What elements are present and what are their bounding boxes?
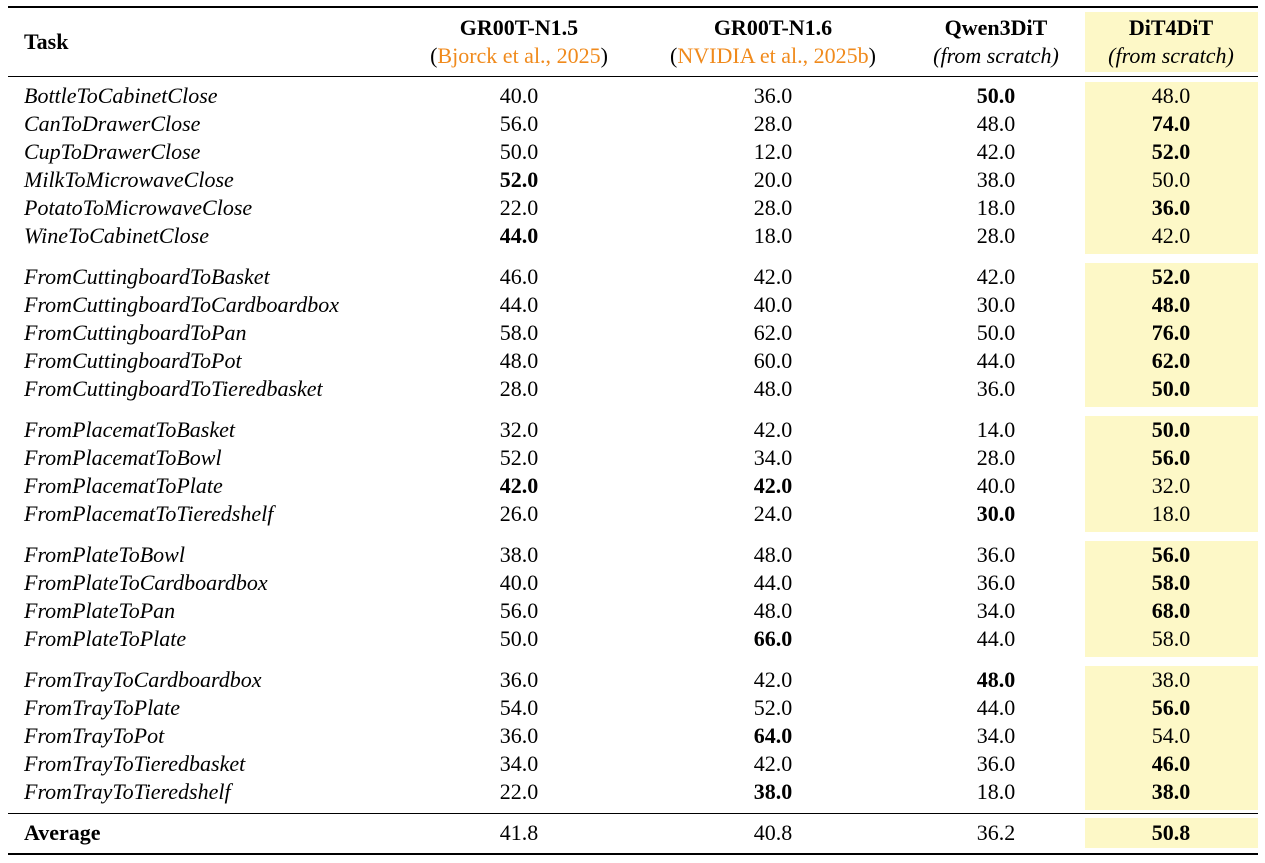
column-header-gr00t-n16 bbox=[670, 14, 876, 70]
score-cell: 52.0 bbox=[1151, 139, 1191, 164]
task-name: FromPlateToCardboardbox bbox=[24, 570, 268, 595]
score-cell: 34.0 bbox=[499, 751, 539, 776]
score-cell: 18.0 bbox=[753, 223, 793, 248]
score-cell: 52.0 bbox=[1151, 264, 1191, 289]
score-cell: 38.0 bbox=[499, 542, 539, 567]
score-cell: 40.0 bbox=[499, 83, 539, 108]
column-citation: (Bjorck et al., 2025) bbox=[430, 43, 608, 68]
average-rule bbox=[8, 813, 1258, 814]
score-cell: 56.0 bbox=[1151, 542, 1191, 567]
task-name: PotatoToMicrowaveClose bbox=[24, 195, 253, 220]
task-name: FromTrayToTieredbasket bbox=[24, 751, 246, 776]
score-cell: 76.0 bbox=[1151, 320, 1191, 345]
score-cell: 50.0 bbox=[976, 320, 1016, 345]
score-cell: 32.0 bbox=[499, 417, 539, 442]
score-cell: 44.0 bbox=[499, 223, 539, 248]
score-cell: 52.0 bbox=[499, 167, 539, 192]
score-cell: 42.0 bbox=[753, 264, 793, 289]
task-name: FromTrayToCardboardbox bbox=[24, 667, 262, 692]
score-cell: 42.0 bbox=[753, 751, 793, 776]
score-cell: 28.0 bbox=[976, 223, 1016, 248]
score-cell: 28.0 bbox=[753, 111, 793, 136]
score-cell: 38.0 bbox=[976, 167, 1016, 192]
score-cell: 50.0 bbox=[499, 626, 539, 651]
task-name: FromTrayToPlate bbox=[24, 695, 181, 720]
task-name: FromCuttingboardToCardboardbox bbox=[24, 292, 339, 317]
column-name: Qwen3DiT bbox=[944, 15, 1048, 40]
score-cell: 46.0 bbox=[1151, 751, 1191, 776]
score-cell: 44.0 bbox=[499, 292, 539, 317]
score-cell: 58.0 bbox=[499, 320, 539, 345]
score-cell: 68.0 bbox=[1151, 598, 1191, 623]
task-name: MilkToMicrowaveClose bbox=[24, 167, 234, 192]
task-name: FromPlateToBowl bbox=[24, 542, 185, 567]
score-cell: 50.0 bbox=[976, 83, 1016, 108]
task-name: FromCuttingboardToBasket bbox=[24, 264, 270, 289]
score-cell: 36.0 bbox=[976, 570, 1016, 595]
task-name: FromPlacematToPlate bbox=[24, 473, 223, 498]
column-subtitle: (from scratch) bbox=[1108, 43, 1234, 68]
average-score-cell: 36.2 bbox=[976, 820, 1016, 845]
score-cell: 42.0 bbox=[753, 473, 793, 498]
score-cell: 42.0 bbox=[976, 139, 1016, 164]
column-header-dit4dit bbox=[1108, 14, 1234, 70]
average-score-cell: 40.8 bbox=[753, 820, 793, 845]
score-cell: 48.0 bbox=[753, 598, 793, 623]
score-cell: 42.0 bbox=[753, 667, 793, 692]
task-name: CanToDrawerClose bbox=[24, 111, 201, 136]
citation-year-link[interactable]: 2025 bbox=[556, 43, 601, 68]
score-cell: 48.0 bbox=[1151, 83, 1191, 108]
score-cell: 56.0 bbox=[499, 598, 539, 623]
score-cell: 58.0 bbox=[1151, 626, 1191, 651]
score-cell: 56.0 bbox=[1151, 695, 1191, 720]
task-name: FromPlateToPan bbox=[24, 598, 176, 623]
score-cell: 34.0 bbox=[753, 445, 793, 470]
task-name: WineToCabinetClose bbox=[24, 223, 209, 248]
score-cell: 14.0 bbox=[976, 417, 1016, 442]
score-cell: 60.0 bbox=[753, 348, 793, 373]
task-name: FromPlacematToTieredshelf bbox=[24, 501, 274, 526]
score-cell: 36.0 bbox=[976, 751, 1016, 776]
score-cell: 42.0 bbox=[499, 473, 539, 498]
score-cell: 40.0 bbox=[976, 473, 1016, 498]
score-cell: 28.0 bbox=[976, 445, 1016, 470]
average-score-cell: 50.8 bbox=[1151, 820, 1191, 845]
score-cell: 36.0 bbox=[499, 667, 539, 692]
score-cell: 48.0 bbox=[499, 348, 539, 373]
column-header-gr00t-n15 bbox=[430, 14, 608, 70]
task-name: FromTrayToPot bbox=[24, 723, 165, 748]
citation-year-link[interactable]: 2025b bbox=[813, 43, 869, 68]
header-rule bbox=[8, 76, 1258, 77]
score-cell: 44.0 bbox=[976, 348, 1016, 373]
score-cell: 48.0 bbox=[976, 111, 1016, 136]
score-cell: 22.0 bbox=[499, 195, 539, 220]
task-name: BottleToCabinetClose bbox=[24, 83, 218, 108]
score-cell: 64.0 bbox=[753, 723, 793, 748]
score-cell: 48.0 bbox=[753, 542, 793, 567]
score-cell: 34.0 bbox=[976, 598, 1016, 623]
score-cell: 54.0 bbox=[499, 695, 539, 720]
score-cell: 36.0 bbox=[499, 723, 539, 748]
score-cell: 32.0 bbox=[1151, 473, 1191, 498]
score-cell: 62.0 bbox=[1151, 348, 1191, 373]
task-name: FromCuttingboardToPot bbox=[24, 348, 242, 373]
score-cell: 36.0 bbox=[976, 542, 1016, 567]
score-cell: 18.0 bbox=[976, 779, 1016, 804]
column-header-qwen3dit bbox=[933, 14, 1059, 70]
citation-link[interactable]: NVIDIA et al., bbox=[677, 43, 814, 68]
score-cell: 74.0 bbox=[1151, 111, 1191, 136]
task-name: FromPlacematToBowl bbox=[24, 445, 222, 470]
score-cell: 48.0 bbox=[753, 376, 793, 401]
score-cell: 38.0 bbox=[1151, 667, 1191, 692]
score-cell: 28.0 bbox=[753, 195, 793, 220]
task-name: FromCuttingboardToTieredbasket bbox=[24, 376, 323, 401]
task-name: FromTrayToTieredshelf bbox=[24, 779, 231, 804]
score-cell: 56.0 bbox=[1151, 445, 1191, 470]
score-cell: 34.0 bbox=[976, 723, 1016, 748]
task-name: FromPlateToPlate bbox=[24, 626, 187, 651]
score-cell: 42.0 bbox=[1151, 223, 1191, 248]
column-citation: (NVIDIA et al., 2025b) bbox=[670, 43, 876, 68]
column-name: DiT4DiT bbox=[1128, 15, 1214, 40]
score-cell: 30.0 bbox=[976, 292, 1016, 317]
score-cell: 40.0 bbox=[753, 292, 793, 317]
score-cell: 40.0 bbox=[499, 570, 539, 595]
task-name: FromCuttingboardToPan bbox=[24, 320, 247, 345]
score-cell: 36.0 bbox=[753, 83, 793, 108]
score-cell: 28.0 bbox=[499, 376, 539, 401]
score-cell: 66.0 bbox=[753, 626, 793, 651]
score-cell: 48.0 bbox=[976, 667, 1016, 692]
score-cell: 62.0 bbox=[753, 320, 793, 345]
score-cell: 36.0 bbox=[1151, 195, 1191, 220]
top-rule bbox=[8, 6, 1258, 8]
score-cell: 56.0 bbox=[499, 111, 539, 136]
score-cell: 18.0 bbox=[976, 195, 1016, 220]
score-cell: 44.0 bbox=[753, 570, 793, 595]
score-cell: 30.0 bbox=[976, 501, 1016, 526]
score-cell: 44.0 bbox=[976, 626, 1016, 651]
column-subtitle: (from scratch) bbox=[933, 43, 1059, 68]
score-cell: 54.0 bbox=[1151, 723, 1191, 748]
score-cell: 20.0 bbox=[753, 167, 793, 192]
score-cell: 52.0 bbox=[753, 695, 793, 720]
score-cell: 38.0 bbox=[1151, 779, 1191, 804]
score-cell: 36.0 bbox=[976, 376, 1016, 401]
column-name: GR00T-N1.5 bbox=[459, 15, 579, 40]
score-cell: 38.0 bbox=[753, 779, 793, 804]
score-cell: 52.0 bbox=[499, 445, 539, 470]
score-cell: 24.0 bbox=[753, 501, 793, 526]
score-cell: 44.0 bbox=[976, 695, 1016, 720]
task-name: CupToDrawerClose bbox=[24, 139, 201, 164]
score-cell: 18.0 bbox=[1151, 501, 1191, 526]
score-cell: 50.0 bbox=[499, 139, 539, 164]
task-name: FromPlacematToBasket bbox=[24, 417, 236, 442]
score-cell: 48.0 bbox=[1151, 292, 1191, 317]
bottom-rule bbox=[8, 853, 1258, 855]
average-label: Average bbox=[24, 820, 101, 845]
citation-link[interactable]: Bjorck et al., bbox=[437, 43, 557, 68]
task-column-header: Task bbox=[24, 29, 69, 54]
score-cell: 42.0 bbox=[753, 417, 793, 442]
score-cell: 12.0 bbox=[753, 139, 793, 164]
score-cell: 26.0 bbox=[499, 501, 539, 526]
score-cell: 50.0 bbox=[1151, 167, 1191, 192]
score-cell: 50.0 bbox=[1151, 376, 1191, 401]
column-name: GR00T-N1.6 bbox=[713, 15, 833, 40]
score-cell: 22.0 bbox=[499, 779, 539, 804]
score-cell: 58.0 bbox=[1151, 570, 1191, 595]
score-cell: 42.0 bbox=[976, 264, 1016, 289]
average-score-cell: 41.8 bbox=[499, 820, 539, 845]
score-cell: 50.0 bbox=[1151, 417, 1191, 442]
score-cell: 46.0 bbox=[499, 264, 539, 289]
